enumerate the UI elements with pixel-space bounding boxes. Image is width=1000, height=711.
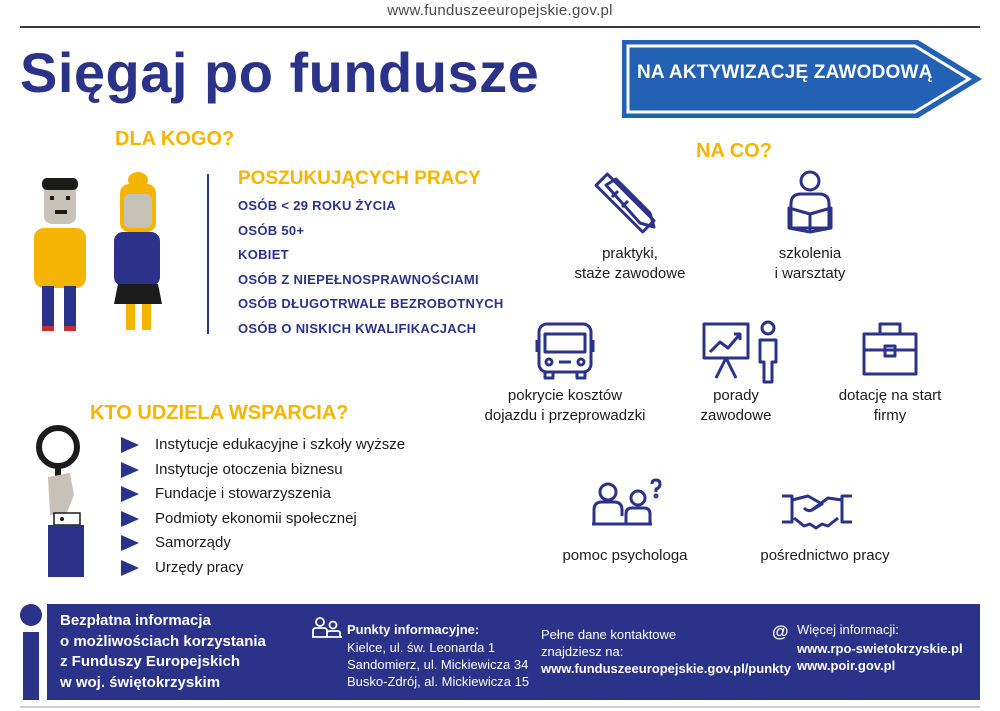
more-info-links (797, 640, 963, 674)
site-url: www.funduszeeuropejskie.gov.pl (387, 2, 613, 19)
bus-icon (535, 320, 595, 382)
caption-travel-costs: pokrycie kosztów dojazdu i przeprowadzki (484, 387, 646, 424)
support-item: Instytucje otoczenia biznesu (121, 458, 405, 483)
points-list (347, 639, 529, 690)
reader-icon (785, 170, 835, 234)
info-icon-dot (20, 604, 42, 626)
more-info-label: Więcej informacji: (797, 622, 899, 637)
support-item: Instytucje edukacyjne i szkoły wyższe (121, 433, 405, 458)
at-icon: @ (772, 622, 789, 641)
points-title: Punkty informacyjne: (347, 622, 480, 637)
caption-job-placement: pośrednictwo pracy (760, 547, 890, 564)
contact-url[interactable]: www.funduszeeuropejskie.gov.pl/punkty (541, 661, 791, 676)
what-for-heading: NA CO? (696, 140, 772, 162)
presentation-icon (700, 320, 780, 384)
for-whom-heading: DLA KOGO? (115, 128, 235, 150)
bottom-divider (20, 706, 980, 708)
footer-info-text: Bezpłatna informacja o możliwościach korzystania z Funduszy Europejskich w woj. świętokrzyskim (60, 612, 266, 691)
link-rpo[interactable]: www.rpo-swietokrzyskie.pl (797, 641, 963, 656)
support-item: Fundacje i stowarzyszenia (121, 482, 405, 507)
woman-figure (114, 172, 162, 330)
support-heading: KTO UDZIELA WSPARCIA? (90, 402, 349, 424)
job-seekers-title: POSZUKUJĄCYCH PRACY (238, 168, 481, 189)
caption-psychologist: pomoc psychologa (562, 547, 688, 564)
contact-text: Pełne dane kontaktowe znajdziesz na: (541, 627, 677, 659)
target-group-item: OSÓB < 29 ROKU ŻYCIA (238, 198, 397, 213)
target-group-item: OSÓB O NISKICH KWALIFIKACJACH (238, 320, 477, 336)
point-item: Busko-Zdrój, al. Mickiewicza 15 (347, 674, 530, 689)
caption-startup-grant: dotację na start firmy (838, 387, 942, 424)
man-figure (34, 178, 86, 331)
bullet-arrow-icon (121, 462, 139, 478)
link-poir[interactable]: www.poir.gov.pl (797, 658, 896, 673)
bullet-arrow-icon (121, 535, 139, 551)
handshake-icon (782, 488, 852, 532)
bullet-arrow-icon (121, 511, 139, 527)
psychologist-icon (592, 480, 664, 532)
top-divider (20, 26, 980, 28)
support-item: Podmioty ekonomii społecznej (121, 507, 405, 532)
briefcase-icon (862, 320, 918, 378)
point-item: Sandomierz, ul. Mickiewicza 34 (347, 657, 529, 672)
for-whom-divider (207, 174, 209, 334)
point-item: Kielce, ul. św. Leonarda 1 (347, 640, 496, 655)
arrow-label: NA AKTYWIZACJĘ ZAWODOWĄ (637, 62, 933, 83)
pencil-ruler-icon (598, 175, 658, 233)
page-title: Sięgaj po fundusze (20, 41, 540, 104)
target-group-item: OSÓB DŁUGOTRWALE BEZROBOTNYCH (238, 296, 504, 311)
bullet-arrow-icon (121, 486, 139, 502)
target-group-item: OSÓB Z NIEPEŁNOSPRAWNOŚCIAMI (238, 271, 479, 287)
caption-internships: praktyki, staże zawodowe (574, 245, 686, 282)
target-group-item: OSÓB 50+ (238, 222, 305, 238)
info-icon-bar (23, 632, 39, 700)
support-item: Samorządy (121, 531, 405, 556)
magnifier-hand-icon (30, 425, 100, 580)
target-group-item: KOBIET (238, 247, 289, 262)
support-item: Urzędy pracy (121, 556, 405, 581)
bullet-arrow-icon (121, 560, 139, 576)
caption-career-advice: porady zawodowe (700, 387, 772, 424)
people-icon (312, 617, 342, 639)
people-illustration (30, 168, 170, 338)
caption-trainings: szkolenia i warsztaty (774, 245, 846, 282)
bullet-arrow-icon (121, 437, 139, 453)
target-groups-list (238, 198, 504, 345)
support-list (121, 433, 405, 580)
